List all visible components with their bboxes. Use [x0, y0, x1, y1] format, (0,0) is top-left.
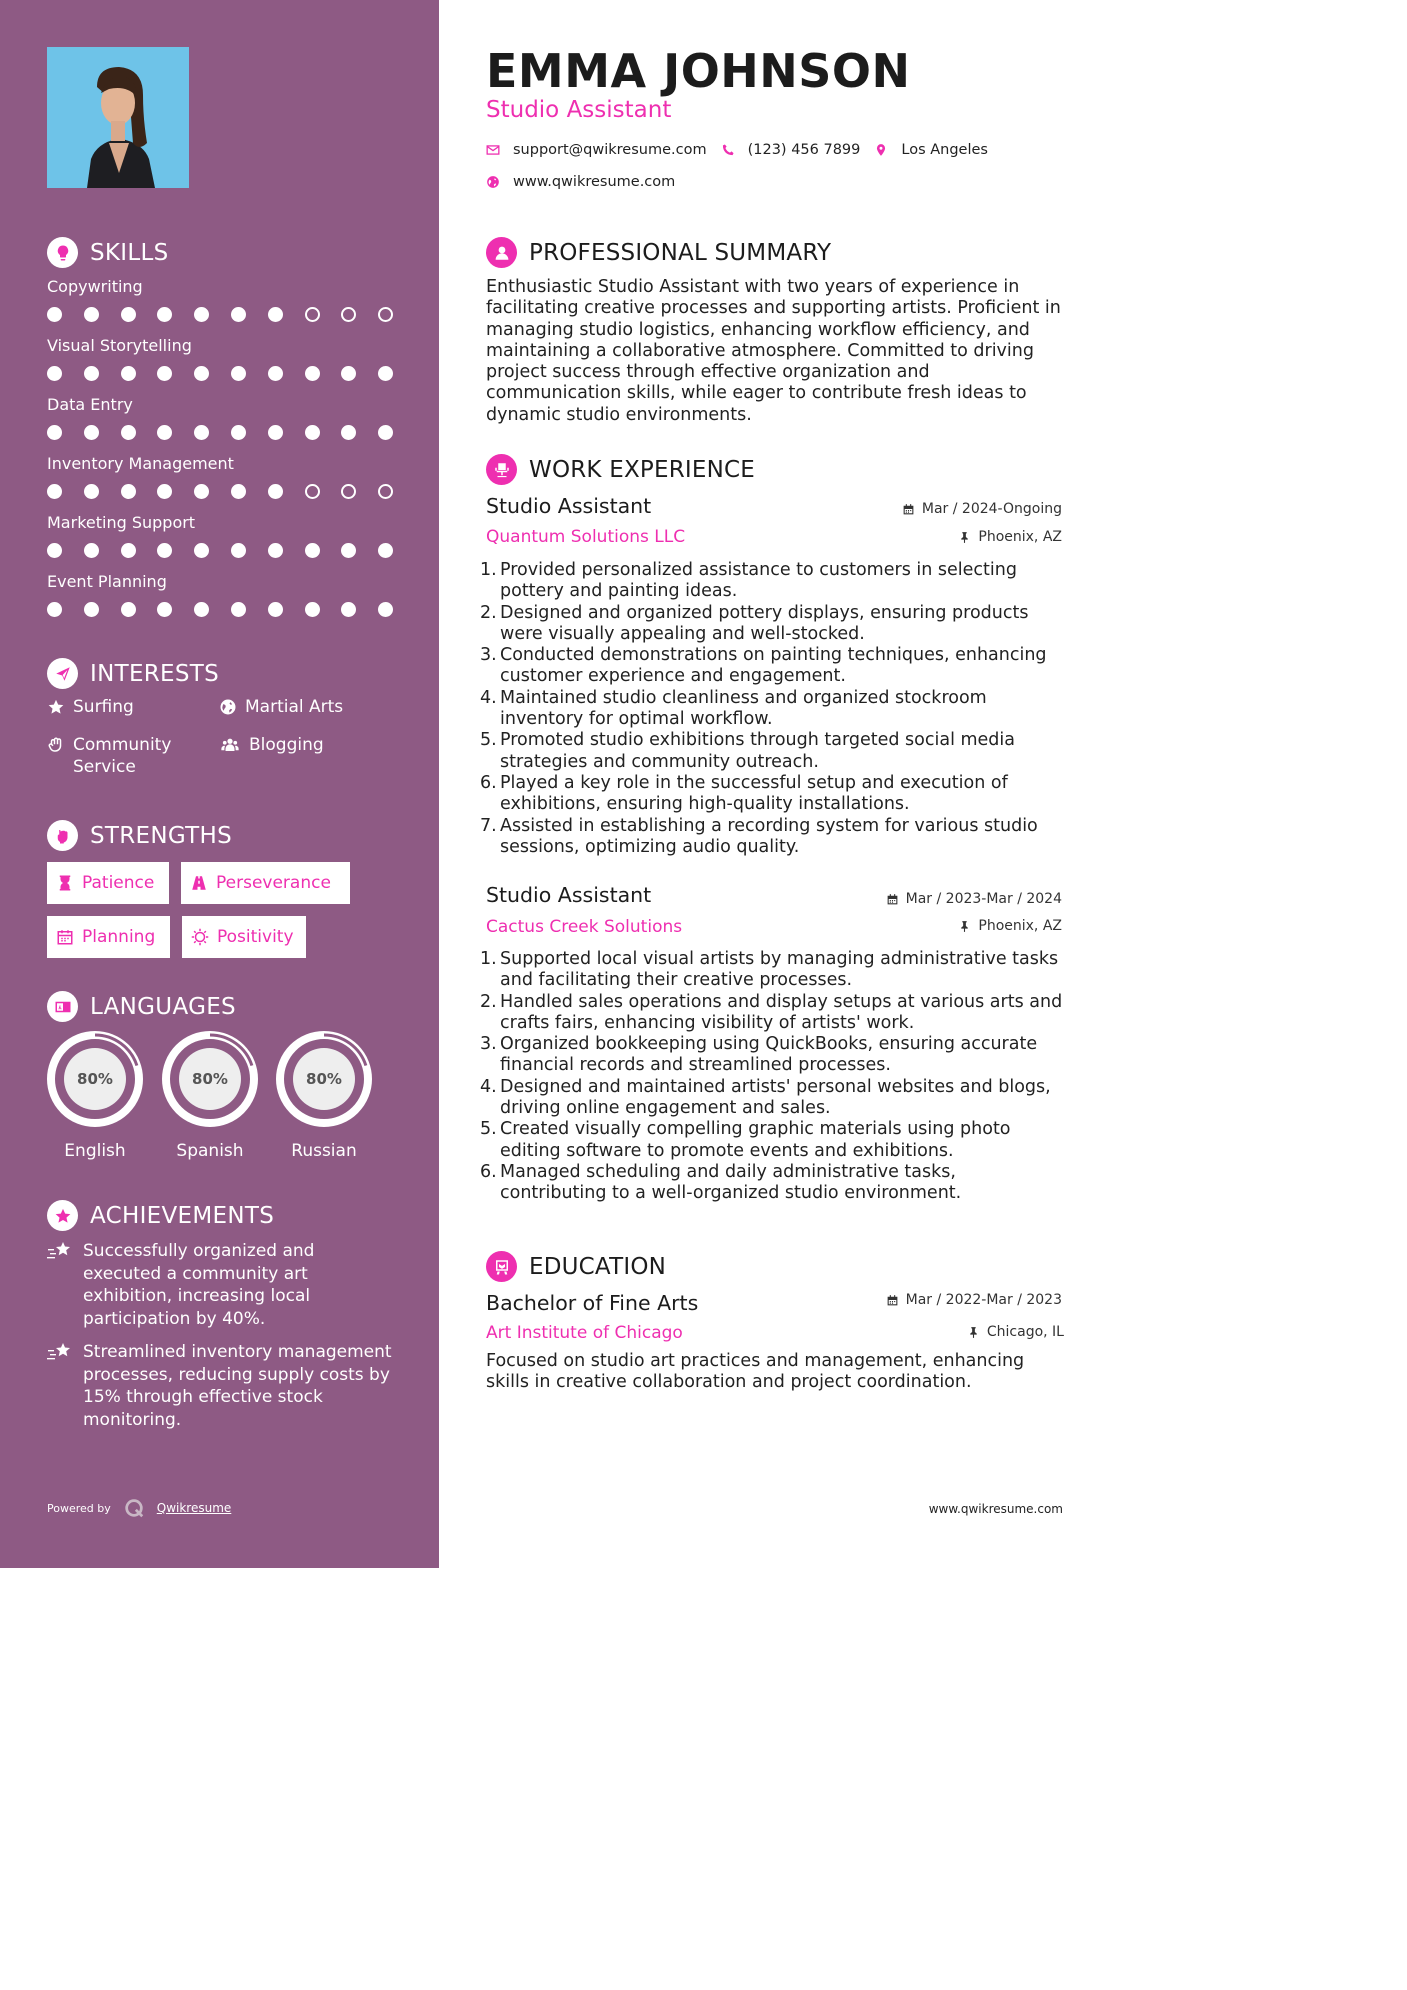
experience-title: WORK EXPERIENCE	[529, 456, 756, 483]
bullet-number: 6.	[480, 1161, 497, 1182]
sidebar	[0, 0, 439, 1568]
job-bullet	[480, 560, 1066, 603]
languages-title: LANGUAGES	[90, 993, 236, 1020]
job-company: Cactus Creek Solutions	[486, 917, 683, 937]
bullet-number: 3.	[480, 645, 497, 666]
pushpin-icon	[967, 1326, 980, 1339]
language-item	[47, 1031, 143, 1161]
summary-text: Enthusiastic Studio Assistant with two years of experience in facilitating creative processes and supporting artists. Proficient in managing studio logistics, enhancing workflow efficiency, and maintaining a collaborative atmosphere. Committed to driving project success through effective organization and communication skills, while eager to contribute fresh ideas to dynamic studio environments.	[486, 277, 1061, 425]
achievements-list	[47, 1240, 397, 1442]
skills-title: SKILLS	[90, 239, 169, 266]
job-location-text: Phoenix, AZ	[978, 529, 1062, 545]
skill-name: Visual Storytelling	[47, 336, 192, 355]
skill-item	[47, 276, 397, 335]
rating-dot-filled	[47, 307, 62, 322]
rating-dot-filled	[121, 602, 136, 617]
rating-dot-filled	[378, 602, 393, 617]
strength-label: Perseverance	[216, 873, 331, 893]
interests-title: INTERESTS	[90, 660, 220, 687]
location-pin-icon	[874, 143, 888, 157]
education-title: EDUCATION	[529, 1253, 667, 1280]
achievements-title: ACHIEVEMENTS	[90, 1202, 275, 1229]
bullet-text: Organized bookkeeping using QuickBooks, ensuring accurate financial records and streamlined processes.	[500, 1034, 1038, 1076]
hourglass-icon	[56, 874, 74, 892]
globe-icon	[219, 698, 237, 716]
users-icon	[219, 736, 241, 754]
education-description: Focused on studio art practices and management, enhancing skills in creative collaboration and project coordination.	[486, 1351, 1025, 1393]
language-item	[276, 1031, 372, 1161]
rating-dot-filled	[341, 543, 356, 558]
interest-item	[47, 696, 134, 718]
job-bullet	[480, 991, 1066, 1035]
rating-dot-filled	[268, 602, 283, 617]
rating-dot-filled	[157, 366, 172, 381]
experience-header	[486, 454, 755, 485]
education-header	[486, 1251, 666, 1282]
skill-rating	[47, 307, 415, 322]
user-icon	[486, 237, 517, 268]
job-dates-text: Mar / 2024-Ongoing	[921, 501, 1062, 517]
rating-dot-filled	[268, 425, 283, 440]
rating-dot-filled	[157, 425, 172, 440]
rating-dot-filled	[378, 543, 393, 558]
rating-dot-filled	[268, 543, 283, 558]
job-dates	[902, 501, 1062, 517]
bullet-text: Played a key role in the successful setup and execution of exhibitions, ensuring high-quality installations.	[500, 772, 1008, 815]
footer-website[interactable]: www.qwikresume.com	[928, 1502, 1063, 1516]
job-title: Studio Assistant	[486, 883, 652, 907]
job-company: Quantum Solutions LLC	[486, 527, 686, 547]
qwikresume-logo-icon	[123, 1497, 145, 1519]
language-progress-ring	[47, 1031, 143, 1127]
candidate-name: EMMA JOHNSON	[486, 44, 911, 98]
rating-dot-filled	[194, 366, 209, 381]
rating-dot-filled	[231, 602, 246, 617]
pushpin-icon	[958, 531, 971, 544]
lightbulb-icon	[47, 237, 78, 268]
strength-chip	[182, 916, 306, 958]
rating-dot-filled	[47, 543, 62, 558]
job-bullet	[480, 687, 1066, 731]
achievement-text: Successfully organized and executed a community art exhibition, increasing local participation by 40%.	[83, 1241, 315, 1329]
languages-header	[47, 991, 236, 1022]
candidate-role: Studio Assistant	[486, 97, 672, 123]
job-bullet	[480, 602, 1066, 646]
phone-icon	[721, 143, 735, 157]
rating-dot-filled	[157, 543, 172, 558]
rating-dot-empty	[305, 484, 320, 499]
achievement-item	[47, 1240, 397, 1330]
calendar-icon	[56, 928, 74, 946]
bullet-text: Maintained studio cleanliness and organized stockroom inventory for optimal workflow.	[500, 687, 987, 730]
bullet-number: 2.	[480, 991, 497, 1012]
language-progress-ring	[162, 1031, 258, 1127]
skill-rating	[47, 602, 415, 617]
language-icon	[47, 991, 78, 1022]
strength-chip	[47, 862, 169, 904]
job-location	[958, 918, 1062, 934]
rating-dot-filled	[47, 366, 62, 381]
bullet-number: 4.	[480, 1076, 497, 1097]
rating-dot-filled	[84, 543, 99, 558]
rating-dot-filled	[84, 307, 99, 322]
shooting-star-icon	[47, 1240, 73, 1262]
job-bullet	[480, 1034, 1066, 1077]
bullet-text: Created visually compelling graphic materials using photo editing software to promote events and exhibitions.	[500, 1119, 1011, 1161]
education-dates-text: Mar / 2022-Mar / 2023	[905, 1292, 1062, 1308]
rating-dot-filled	[305, 425, 320, 440]
skill-rating	[47, 366, 415, 381]
profile-photo	[47, 47, 189, 188]
rating-dot-filled	[84, 484, 99, 499]
rating-dot-filled	[121, 543, 136, 558]
strengths-title: STRENGTHS	[90, 822, 233, 849]
rating-dot-filled	[121, 366, 136, 381]
rating-dot-filled	[47, 425, 62, 440]
rating-dot-filled	[305, 543, 320, 558]
rating-dot-filled	[157, 484, 172, 499]
contact-phone[interactable]: (123) 456 7899	[747, 142, 861, 158]
rating-dot-filled	[305, 366, 320, 381]
education-school: Art Institute of Chicago	[486, 1323, 683, 1343]
bullet-text: Handled sales operations and display setups at various arts and crafts fairs, enhancing visibility of artists' work.	[500, 991, 1063, 1033]
strength-label: Patience	[82, 873, 155, 893]
bullet-text: Promoted studio exhibitions through targeted social media strategies and community outreach.	[500, 730, 1016, 772]
office-chair-icon	[486, 454, 517, 485]
rating-dot-filled	[378, 425, 393, 440]
skill-rating	[47, 425, 415, 440]
language-item	[162, 1031, 258, 1161]
road-icon	[190, 874, 208, 892]
powered-by-label: Powered by	[47, 1501, 111, 1515]
rating-dot-filled	[194, 484, 209, 499]
pushpin-icon	[958, 920, 971, 933]
rating-dot-filled	[341, 602, 356, 617]
job-bullets	[480, 949, 1066, 1205]
language-progress-ring	[276, 1031, 372, 1127]
rating-dot-filled	[194, 602, 209, 617]
rating-dot-empty	[378, 307, 393, 322]
rating-dot-empty	[378, 484, 393, 499]
job-dates	[886, 891, 1062, 907]
skill-name: Copywriting	[47, 277, 143, 296]
skill-item	[47, 394, 397, 453]
skill-rating	[47, 484, 415, 499]
rating-dot-filled	[231, 543, 246, 558]
job-dates-text: Mar / 2023-Mar / 2024	[905, 891, 1062, 907]
bullet-text: Designed and maintained artists' personal websites and blogs, driving online engagement and sales.	[500, 1076, 1051, 1119]
job-bullet	[480, 1161, 1066, 1205]
sun-icon	[191, 928, 209, 946]
skill-name: Inventory Management	[47, 454, 234, 473]
rating-dot-filled	[47, 484, 62, 499]
contact-location: Los Angeles	[901, 142, 988, 158]
job-location-text: Phoenix, AZ	[978, 918, 1062, 934]
rating-dot-filled	[84, 602, 99, 617]
language-percent: 80%	[306, 1070, 342, 1088]
rating-dot-filled	[121, 484, 136, 499]
rating-dot-filled	[231, 366, 246, 381]
strength-chip	[181, 862, 350, 904]
contact-row	[486, 142, 988, 158]
fist-icon	[47, 820, 78, 851]
achievements-header	[47, 1200, 274, 1231]
rating-dot-filled	[341, 425, 356, 440]
job-bullet	[480, 772, 1066, 816]
language-percent: 80%	[77, 1070, 113, 1088]
interest-label: Martial Arts	[245, 697, 344, 717]
language-percent: 80%	[192, 1070, 228, 1088]
bullet-text: Conducted demonstrations on painting techniques, enhancing customer experience and engagement.	[500, 645, 1047, 687]
rating-dot-filled	[231, 425, 246, 440]
rating-dot-filled	[268, 366, 283, 381]
calendar-icon	[886, 1294, 899, 1307]
envelope-icon	[486, 143, 500, 157]
globe-icon	[486, 175, 500, 189]
language-name: Spanish	[176, 1141, 244, 1161]
interest-label: Blogging	[249, 735, 324, 755]
bullet-text: Designed and organized pottery displays, ensuring products were visually appealing and well-stocked.	[500, 602, 1029, 644]
rating-dot-filled	[121, 307, 136, 322]
graduation-icon	[486, 1251, 517, 1282]
paper-plane-icon	[47, 658, 78, 689]
bullet-number: 6.	[480, 772, 497, 793]
interest-item	[219, 696, 343, 718]
contact-row	[486, 174, 675, 190]
job-bullets	[480, 560, 1066, 858]
strengths-header	[47, 820, 232, 851]
bullet-number: 7.	[480, 815, 497, 836]
achievement-item	[47, 1341, 397, 1431]
calendar-icon	[886, 893, 899, 906]
achievement-text: Streamlined inventory management processes, reducing supply costs by 15% through effective stock monitoring.	[83, 1342, 392, 1430]
interest-item	[47, 734, 197, 778]
education-degree: Bachelor of Fine Arts	[486, 1291, 699, 1315]
education-location-text: Chicago, IL	[986, 1324, 1064, 1340]
job-bullet	[480, 949, 1066, 992]
rating-dot-filled	[305, 602, 320, 617]
star-icon	[47, 698, 65, 716]
rating-dot-filled	[194, 307, 209, 322]
summary-header	[486, 237, 831, 268]
strength-chip	[47, 916, 170, 958]
rating-dot-filled	[194, 425, 209, 440]
skill-item	[47, 512, 397, 571]
powered-by	[47, 1497, 231, 1519]
job-bullet	[480, 645, 1066, 688]
bullet-text: Provided personalized assistance to customers in selecting pottery and painting ideas.	[500, 560, 1017, 602]
summary-title: PROFESSIONAL SUMMARY	[529, 239, 832, 266]
rating-dot-filled	[378, 366, 393, 381]
rating-dot-filled	[157, 307, 172, 322]
skill-item	[47, 453, 397, 512]
interest-label: Surfing	[73, 697, 134, 717]
bullet-number: 5.	[480, 730, 497, 751]
bullet-number: 5.	[480, 1119, 497, 1140]
bullet-number: 3.	[480, 1034, 497, 1055]
hand-icon	[47, 736, 65, 754]
rating-dot-filled	[268, 484, 283, 499]
calendar-icon	[902, 503, 915, 516]
job-location	[958, 529, 1062, 545]
skills-list	[47, 276, 397, 630]
bullet-number: 2.	[480, 602, 497, 623]
skill-item	[47, 571, 397, 630]
rating-dot-empty	[305, 307, 320, 322]
bullet-text: Assisted in establishing a recording system for various studio sessions, optimizing audio quality.	[500, 815, 1038, 857]
rating-dot-filled	[268, 307, 283, 322]
rating-dot-filled	[157, 602, 172, 617]
skill-name: Event Planning	[47, 572, 167, 591]
bullet-number: 1.	[480, 949, 497, 969]
rating-dot-filled	[341, 366, 356, 381]
job-bullet	[480, 1076, 1066, 1120]
bullet-text: Supported local visual artists by managing administrative tasks and facilitating their creative processes.	[500, 949, 1059, 991]
skill-name: Marketing Support	[47, 513, 196, 532]
rating-dot-filled	[231, 484, 246, 499]
rating-dot-filled	[47, 602, 62, 617]
language-name: Russian	[291, 1141, 357, 1161]
rating-dot-filled	[84, 366, 99, 381]
education-dates	[886, 1292, 1062, 1308]
rating-dot-filled	[194, 543, 209, 558]
star-badge-icon	[47, 1200, 78, 1231]
interests-header	[47, 658, 219, 689]
rating-dot-filled	[84, 425, 99, 440]
skill-item	[47, 335, 397, 394]
strength-label: Planning	[82, 927, 156, 947]
bullet-number: 1.	[480, 560, 497, 580]
main-content	[480, 0, 1066, 1568]
job-title: Studio Assistant	[486, 494, 652, 518]
job-bullet	[480, 815, 1066, 859]
contact-website[interactable]: www.qwikresume.com	[513, 174, 676, 190]
rating-dot-empty	[341, 484, 356, 499]
rating-dot-filled	[231, 307, 246, 322]
rating-dot-empty	[341, 307, 356, 322]
interest-label: Community Service	[73, 735, 172, 777]
contact-email[interactable]: support@qwikresume.com	[513, 142, 707, 158]
rating-dot-filled	[121, 425, 136, 440]
skill-name: Data Entry	[47, 395, 133, 414]
interest-item	[219, 734, 324, 756]
strength-label: Positivity	[217, 927, 294, 947]
job-bullet	[480, 730, 1066, 773]
education-location	[967, 1324, 1064, 1340]
skill-rating	[47, 543, 415, 558]
bullet-number: 4.	[480, 687, 497, 708]
job-bullet	[480, 1119, 1066, 1162]
shooting-star-icon	[47, 1341, 73, 1363]
language-name: English	[64, 1141, 126, 1161]
bullet-text: Managed scheduling and daily administrative tasks, contributing to a well-organized studio environment.	[500, 1161, 962, 1204]
skills-header	[47, 237, 169, 268]
powered-by-brand-link[interactable]: Qwikresume	[156, 1501, 232, 1515]
